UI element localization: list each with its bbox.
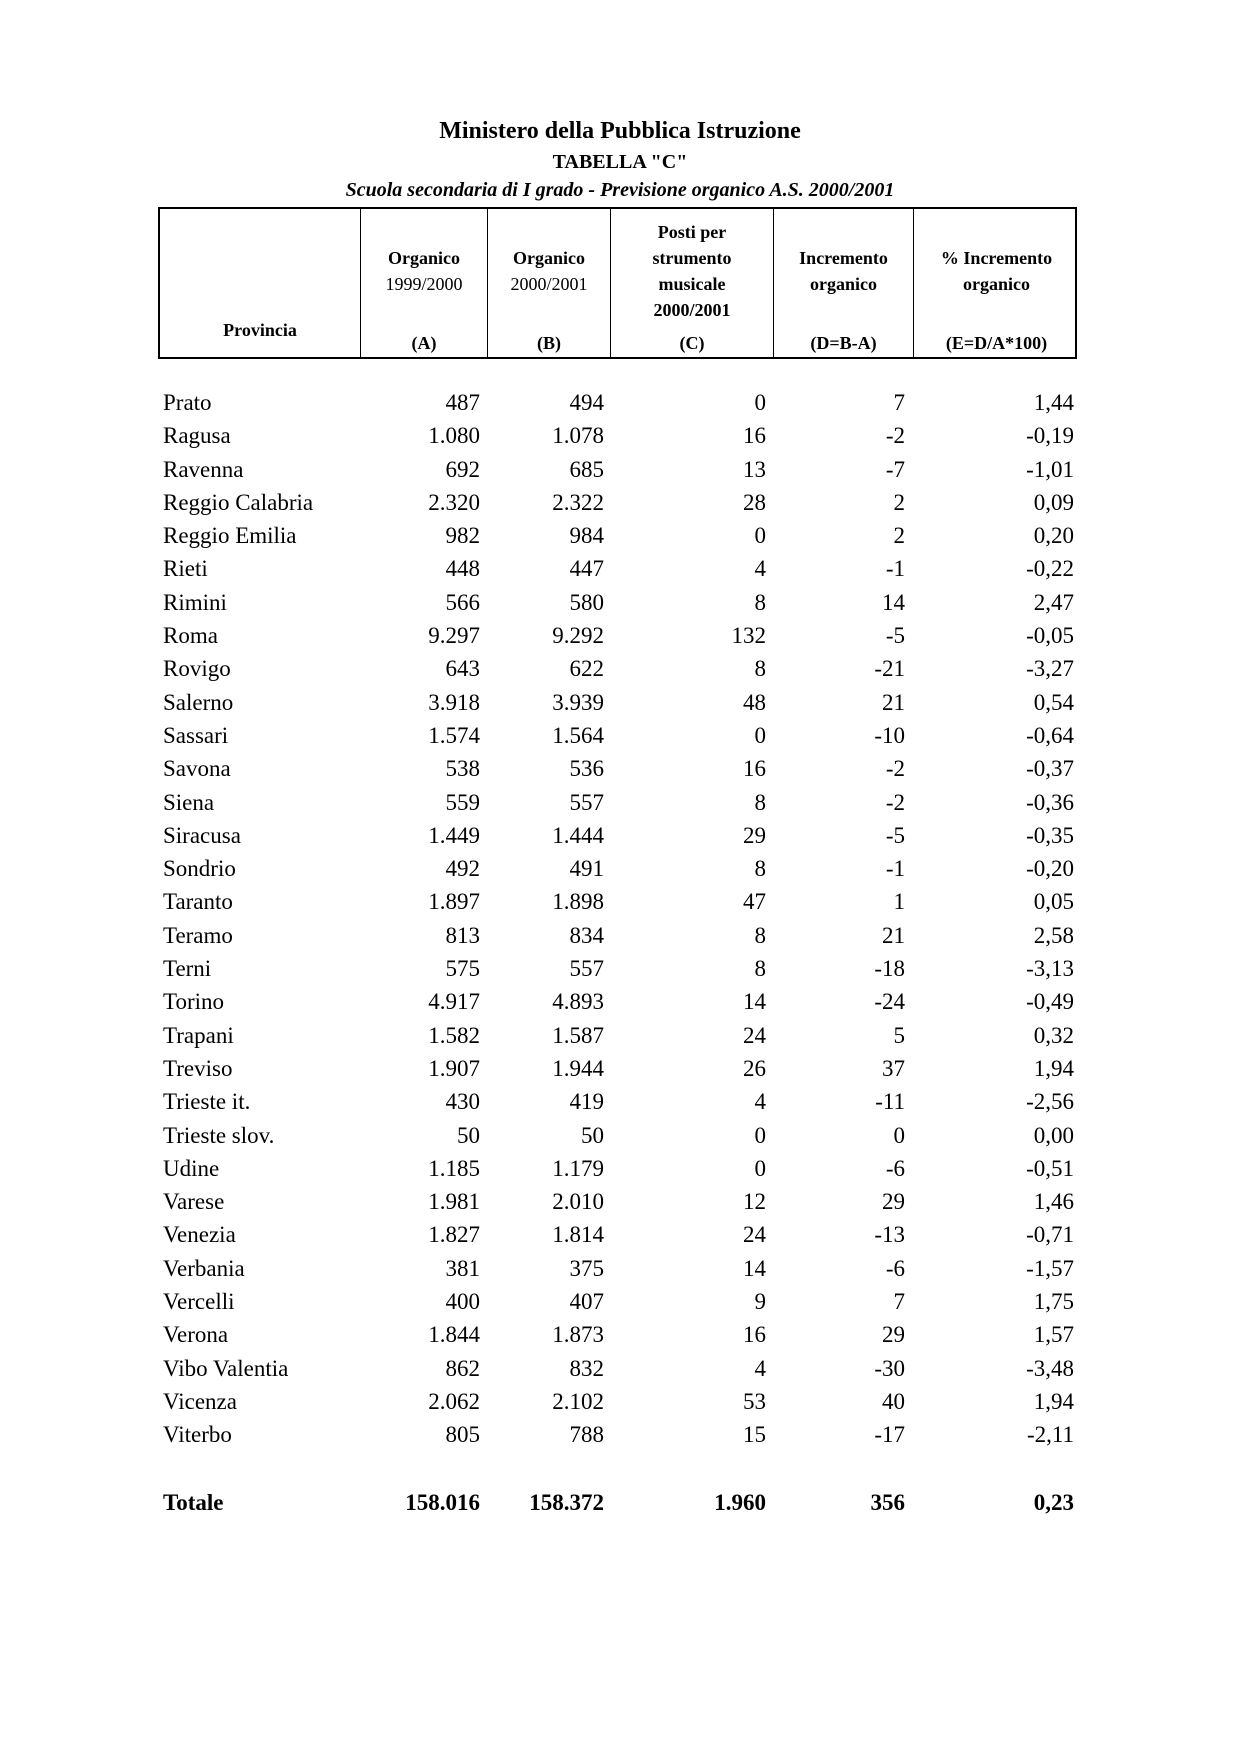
percent-incremento-cell: 0,05 [1033, 889, 1074, 915]
incremento-cell: 40 [882, 1388, 905, 1414]
organico-1999-cell: 1.080 [428, 423, 480, 449]
table-row [0, 688, 1240, 721]
organico-2000-cell: 1.444 [552, 822, 604, 848]
table-row [0, 954, 1240, 987]
header-label: Incremento [799, 248, 888, 268]
total-row [0, 1488, 1240, 1522]
table-row [0, 1320, 1240, 1353]
percent-incremento-cell: -0,51 [1026, 1155, 1074, 1181]
incremento-cell: 21 [882, 922, 905, 948]
table-name: TABELLA "C" [552, 151, 688, 173]
provincia-cell: Savona [163, 756, 231, 782]
provincia-cell: Vercelli [163, 1289, 235, 1315]
organico-1999-cell: 492 [445, 856, 480, 882]
table-row [0, 1087, 1240, 1120]
provincia-cell: Reggio Calabria [163, 489, 314, 515]
percent-incremento-cell: 0,00 [1033, 1122, 1074, 1148]
organico-2000-cell: 419 [569, 1089, 604, 1115]
percent-incremento-cell: -3,13 [1026, 956, 1074, 982]
percent-incremento-cell: -0,37 [1026, 756, 1074, 782]
percent-incremento-cell: -3,27 [1026, 656, 1074, 682]
table-row [0, 1220, 1240, 1253]
posti-strumento-cell: 47 [743, 889, 766, 915]
posti-strumento-cell: 132 [731, 623, 766, 649]
provincia-cell: Rovigo [163, 656, 231, 682]
organico-1999-cell: 575 [445, 956, 480, 982]
organico-2000-cell: 375 [569, 1255, 604, 1281]
table-row [0, 721, 1240, 754]
organico-1999-cell: 1.981 [428, 1189, 480, 1215]
posti-strumento-cell: 0 [754, 523, 766, 549]
percent-incremento-cell: -1,01 [1026, 456, 1074, 482]
posti-strumento-cell: 14 [743, 1255, 766, 1281]
table-row [0, 388, 1240, 421]
header-label: organico [963, 274, 1030, 294]
total-percent-incremento: 0,23 [1033, 1490, 1074, 1515]
organico-1999-cell: 1.827 [428, 1222, 480, 1248]
incremento-cell: -2 [885, 756, 905, 782]
header-label: organico [810, 274, 877, 294]
provincia-cell: Torino [163, 989, 224, 1015]
percent-incremento-cell: -0,22 [1026, 556, 1074, 582]
posti-strumento-cell: 0 [754, 1122, 766, 1148]
posti-strumento-cell: 9 [754, 1289, 766, 1315]
organico-2000-cell: 1.814 [552, 1222, 604, 1248]
total-organico-2000: 158.372 [529, 1490, 604, 1515]
organico-2000-cell: 1.078 [552, 423, 604, 449]
table-row [0, 1387, 1240, 1420]
incremento-cell: 37 [882, 1055, 905, 1081]
posti-strumento-cell: 16 [743, 1322, 766, 1348]
organico-2000-cell: 494 [569, 390, 604, 415]
posti-strumento-cell: 8 [754, 589, 766, 615]
header-label: Organico [388, 248, 460, 268]
organico-1999-cell: 1.449 [428, 822, 480, 848]
organico-1999-cell: 50 [457, 1122, 480, 1148]
provincia-cell: Siracusa [163, 822, 241, 848]
table-row [0, 488, 1240, 521]
table-row [0, 621, 1240, 654]
organico-1999-cell: 538 [445, 756, 480, 782]
header-label: 1999/2000 [385, 274, 463, 294]
organico-1999-cell: 2.062 [428, 1388, 480, 1414]
provincia-cell: Trapani [163, 1022, 234, 1048]
posti-strumento-cell: 0 [754, 722, 766, 748]
provincia-cell: Varese [163, 1189, 225, 1215]
table-row [0, 455, 1240, 488]
organico-1999-cell: 566 [445, 589, 480, 615]
table-row [0, 1021, 1240, 1054]
header-organico-2000 [487, 209, 610, 357]
posti-strumento-cell: 16 [743, 423, 766, 449]
organico-2000-cell: 834 [569, 922, 604, 948]
header-label: strumento [652, 248, 732, 268]
provincia-cell: Rieti [163, 556, 208, 582]
posti-strumento-cell: 15 [743, 1422, 766, 1448]
posti-strumento-cell: 8 [754, 789, 766, 815]
provincia-cell: Trieste slov. [163, 1122, 275, 1148]
organico-2000-cell: 3.939 [552, 689, 604, 715]
table-row [0, 554, 1240, 587]
organico-2000-cell: 788 [569, 1422, 604, 1448]
table-body [0, 388, 1240, 1454]
organico-2000-cell: 580 [569, 589, 604, 615]
header-code: (B) [537, 333, 561, 353]
percent-incremento-cell: 1,94 [1033, 1055, 1074, 1081]
incremento-cell: -24 [874, 989, 905, 1015]
table-row [0, 854, 1240, 887]
provincia-cell: Trieste it. [163, 1089, 251, 1115]
table-row [0, 1121, 1240, 1154]
posti-strumento-cell: 4 [754, 1355, 766, 1381]
posti-strumento-cell: 4 [754, 1089, 766, 1115]
incremento-cell: 14 [882, 589, 905, 615]
header-label: Provincia [223, 320, 297, 340]
incremento-cell: 2 [893, 489, 905, 515]
posti-strumento-cell: 24 [743, 1022, 766, 1048]
percent-incremento-cell: -1,57 [1026, 1255, 1074, 1281]
organico-1999-cell: 3.918 [428, 689, 480, 715]
posti-strumento-cell: 0 [754, 390, 766, 415]
organico-2000-cell: 1.873 [552, 1322, 604, 1348]
total-organico-1999: 158.016 [405, 1490, 480, 1515]
percent-incremento-cell: -0,64 [1026, 722, 1074, 748]
incremento-cell: 0 [893, 1122, 905, 1148]
table-row [0, 1420, 1240, 1453]
provincia-cell: Ravenna [163, 456, 244, 482]
percent-incremento-cell: 1,57 [1033, 1322, 1074, 1348]
organico-1999-cell: 1.574 [428, 722, 480, 748]
table-row [0, 754, 1240, 787]
organico-2000-cell: 536 [569, 756, 604, 782]
organico-1999-cell: 862 [445, 1355, 480, 1381]
provincia-cell: Taranto [163, 889, 233, 915]
header-code: (D=B-A) [810, 333, 877, 353]
organico-1999-cell: 813 [445, 922, 480, 948]
ministry-title: Ministero della Pubblica Istruzione [439, 118, 801, 144]
percent-incremento-cell: -0,19 [1026, 423, 1074, 449]
percent-incremento-cell: 1,75 [1033, 1289, 1074, 1315]
table-row [0, 1054, 1240, 1087]
posti-strumento-cell: 8 [754, 922, 766, 948]
organico-2000-cell: 1.944 [552, 1055, 604, 1081]
header-percent-incremento [913, 209, 1079, 357]
organico-2000-cell: 832 [569, 1355, 604, 1381]
table-row [0, 821, 1240, 854]
organico-2000-cell: 447 [569, 556, 604, 582]
provincia-cell: Siena [163, 789, 215, 815]
organico-1999-cell: 643 [445, 656, 480, 682]
percent-incremento-cell: 0,54 [1033, 689, 1074, 715]
percent-incremento-cell: -0,20 [1026, 856, 1074, 882]
posti-strumento-cell: 29 [743, 822, 766, 848]
table-row [0, 921, 1240, 954]
percent-incremento-cell: -0,71 [1026, 1222, 1074, 1248]
table-row [0, 654, 1240, 687]
provincia-cell: Vicenza [163, 1388, 237, 1414]
provincia-cell: Udine [163, 1155, 220, 1181]
organico-1999-cell: 1.582 [428, 1022, 480, 1048]
incremento-cell: 21 [882, 689, 905, 715]
table-row [0, 1187, 1240, 1220]
organico-2000-cell: 1.179 [552, 1155, 604, 1181]
incremento-cell: 7 [893, 1289, 905, 1315]
percent-incremento-cell: -2,56 [1026, 1089, 1074, 1115]
organico-1999-cell: 4.917 [428, 989, 480, 1015]
posti-strumento-cell: 14 [743, 989, 766, 1015]
organico-2000-cell: 1.587 [552, 1022, 604, 1048]
header-label: % Incremento [940, 248, 1053, 268]
percent-incremento-cell: 1,94 [1033, 1388, 1074, 1414]
organico-1999-cell: 2.320 [428, 489, 480, 515]
organico-2000-cell: 4.893 [552, 989, 604, 1015]
incremento-cell: 2 [893, 523, 905, 549]
provincia-cell: Reggio Emilia [163, 523, 297, 549]
organico-2000-cell: 557 [569, 956, 604, 982]
provincia-cell: Prato [163, 390, 212, 415]
organico-1999-cell: 430 [445, 1089, 480, 1115]
organico-2000-cell: 2.322 [552, 489, 604, 515]
table-row [0, 1287, 1240, 1320]
posti-strumento-cell: 12 [743, 1189, 766, 1215]
organico-1999-cell: 487 [445, 390, 480, 415]
posti-strumento-cell: 26 [743, 1055, 766, 1081]
organico-2000-cell: 1.898 [552, 889, 604, 915]
table-row [0, 788, 1240, 821]
header-label: Organico [513, 248, 585, 268]
provincia-cell: Terni [163, 956, 212, 982]
organico-1999-cell: 9.297 [428, 623, 480, 649]
percent-incremento-cell: 2,47 [1033, 589, 1074, 615]
posti-strumento-cell: 16 [743, 756, 766, 782]
incremento-cell: 1 [893, 889, 905, 915]
posti-strumento-cell: 48 [743, 689, 766, 715]
posti-strumento-cell: 13 [743, 456, 766, 482]
posti-strumento-cell: 8 [754, 656, 766, 682]
header-code: (C) [679, 333, 705, 353]
incremento-cell: -2 [885, 789, 905, 815]
provincia-cell: Venezia [163, 1222, 236, 1248]
incremento-cell: -17 [874, 1422, 905, 1448]
organico-1999-cell: 559 [445, 789, 480, 815]
provincia-cell: Sassari [163, 722, 229, 748]
organico-2000-cell: 50 [581, 1122, 604, 1148]
table-header [158, 207, 1077, 359]
table-row [0, 421, 1240, 454]
organico-2000-cell: 622 [569, 656, 604, 682]
total-incremento: 356 [870, 1490, 905, 1515]
header-label: 2000/2001 [653, 300, 731, 320]
organico-1999-cell: 1.844 [428, 1322, 480, 1348]
table-row [0, 887, 1240, 920]
provincia-cell: Rimini [163, 589, 227, 615]
incremento-cell: 5 [893, 1022, 905, 1048]
organico-1999-cell: 1.907 [428, 1055, 480, 1081]
organico-1999-cell: 1.185 [428, 1155, 480, 1181]
organico-2000-cell: 2.102 [552, 1388, 604, 1414]
header-provincia [160, 209, 360, 357]
provincia-cell: Viterbo [163, 1422, 232, 1448]
header-code: (A) [411, 333, 437, 353]
incremento-cell: -30 [874, 1355, 905, 1381]
total-label: Totale [163, 1490, 224, 1515]
posti-strumento-cell: 53 [743, 1388, 766, 1414]
organico-1999-cell: 982 [445, 523, 480, 549]
incremento-cell: -13 [874, 1222, 905, 1248]
provincia-cell: Verbania [163, 1255, 245, 1281]
posti-strumento-cell: 8 [754, 956, 766, 982]
incremento-cell: -6 [885, 1255, 905, 1281]
incremento-cell: -21 [874, 656, 905, 682]
header-code: (E=D/A*100) [945, 333, 1048, 353]
organico-2000-cell: 685 [569, 456, 604, 482]
percent-incremento-cell: 1,44 [1033, 390, 1074, 415]
incremento-cell: 7 [893, 390, 905, 415]
incremento-cell: -2 [885, 423, 905, 449]
table-row [0, 521, 1240, 554]
percent-incremento-cell: -2,11 [1026, 1422, 1074, 1448]
organico-1999-cell: 692 [445, 456, 480, 482]
percent-incremento-cell: -0,35 [1026, 822, 1074, 848]
organico-2000-cell: 2.010 [552, 1189, 604, 1215]
organico-2000-cell: 491 [569, 856, 604, 882]
table-row [0, 1354, 1240, 1387]
provincia-cell: Verona [163, 1322, 229, 1348]
posti-strumento-cell: 0 [754, 1155, 766, 1181]
provincia-cell: Teramo [163, 922, 233, 948]
header-label: Posti per [657, 222, 727, 242]
incremento-cell: -18 [874, 956, 905, 982]
incremento-cell: -10 [874, 722, 905, 748]
incremento-cell: 29 [882, 1189, 905, 1215]
provincia-cell: Roma [163, 623, 218, 649]
incremento-cell: -1 [885, 856, 905, 882]
incremento-cell: -5 [885, 822, 905, 848]
table-row [0, 987, 1240, 1020]
incremento-cell: -7 [885, 456, 905, 482]
percent-incremento-cell: 0,20 [1033, 523, 1074, 549]
header-label: 2000/2001 [510, 274, 588, 294]
organico-1999-cell: 805 [445, 1422, 480, 1448]
organico-1999-cell: 381 [445, 1255, 480, 1281]
percent-incremento-cell: 0,32 [1033, 1022, 1074, 1048]
organico-2000-cell: 557 [569, 789, 604, 815]
provincia-cell: Treviso [163, 1055, 233, 1081]
table-row [0, 588, 1240, 621]
provincia-cell: Ragusa [163, 423, 231, 449]
percent-incremento-cell: 2,58 [1033, 922, 1074, 948]
organico-2000-cell: 1.564 [552, 722, 604, 748]
header-label: musicale [658, 274, 726, 294]
percent-incremento-cell: 1,46 [1033, 1189, 1074, 1215]
table-subtitle: Scuola secondaria di I grado - Previsione organico A.S. 2000/2001 [345, 179, 895, 201]
posti-strumento-cell: 4 [754, 556, 766, 582]
incremento-cell: -6 [885, 1155, 905, 1181]
header-organico-1999 [360, 209, 487, 357]
incremento-cell: -5 [885, 623, 905, 649]
table-row [0, 1154, 1240, 1187]
header-posti-strumento [610, 209, 773, 357]
organico-1999-cell: 400 [445, 1289, 480, 1315]
provincia-cell: Vibo Valentia [163, 1355, 289, 1381]
incremento-cell: 29 [882, 1322, 905, 1348]
percent-incremento-cell: 0,09 [1033, 489, 1074, 515]
organico-2000-cell: 407 [569, 1289, 604, 1315]
posti-strumento-cell: 8 [754, 856, 766, 882]
organico-1999-cell: 448 [445, 556, 480, 582]
posti-strumento-cell: 28 [743, 489, 766, 515]
header-incremento [773, 209, 913, 357]
provincia-cell: Sondrio [163, 856, 236, 882]
organico-2000-cell: 984 [569, 523, 604, 549]
incremento-cell: -11 [875, 1089, 905, 1115]
incremento-cell: -1 [885, 556, 905, 582]
provincia-cell: Salerno [163, 689, 234, 715]
percent-incremento-cell: -0,36 [1026, 789, 1074, 815]
percent-incremento-cell: -0,49 [1026, 989, 1074, 1015]
total-posti-strumento: 1.960 [714, 1490, 766, 1515]
percent-incremento-cell: -3,48 [1026, 1355, 1074, 1381]
percent-incremento-cell: -0,05 [1026, 623, 1074, 649]
organico-2000-cell: 9.292 [552, 623, 604, 649]
organico-1999-cell: 1.897 [428, 889, 480, 915]
table-row [0, 1254, 1240, 1287]
posti-strumento-cell: 24 [743, 1222, 766, 1248]
